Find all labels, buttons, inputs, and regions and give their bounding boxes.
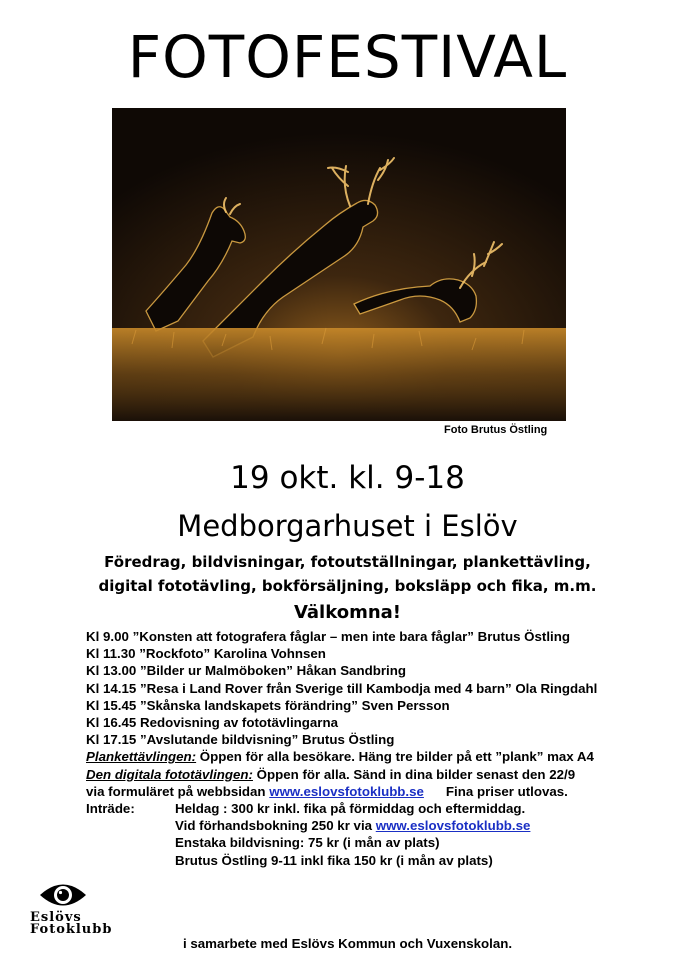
welcome-heading: Välkomna! (293, 602, 402, 623)
club-logo-line-2: Fotoklubb (30, 922, 113, 937)
program-section (86, 628, 686, 869)
admission-single-show: Enstaka bildvisning: 75 kr (i mån av plats) (175, 835, 440, 851)
footer-text: i samarbete med Eslövs Kommun och Vuxenskolan. (182, 936, 513, 951)
program-item: Kl 11.30 ”Rockfoto” Karolina Vohnsen (86, 646, 326, 662)
deer-photo (112, 108, 566, 421)
program-item: Kl 14.15 ”Resa i Land Rover från Sverige till Kambodja med 4 barn” Ola Ringdahl (86, 680, 598, 696)
plank-competition-label: Plankettävlingen: (86, 749, 197, 765)
admission-prebook (86, 817, 686, 834)
admission-brutus: Brutus Östling 9-11 inkl fika 150 kr (i mån av plats) (175, 852, 493, 868)
digital-competition-label: Den digitala fototävlingen: (86, 766, 253, 782)
program-item: Kl 15.45 ”Skånska landskapets förändring” Sven Persson (86, 697, 450, 713)
digital-competition-line-2 (86, 783, 686, 800)
admission-prebook-text: Vid förhandsbokning 250 kr via (175, 818, 376, 834)
poster-title: FOTOFESTIVAL (127, 23, 568, 91)
digital-competition-prefix: via formuläret på webbsidan (86, 783, 270, 799)
activities-line-1: Föredrag, bildvisningar, fotoutställningar, plankettävling, (104, 553, 591, 571)
program-item: Kl 17.15 ”Avslutande bildvisning” Brutus Östling (86, 732, 395, 748)
digital-competition-text: Öppen för alla. Sänd in dina bilder senast den 22/9 (252, 766, 576, 782)
photo-credit: Foto Brutus Östling (444, 424, 548, 436)
eye-icon (38, 878, 88, 912)
plank-competition-text: Öppen för alla besökare. Häng tre bilder på ett ”plank” max A4 (196, 749, 594, 765)
activities-list (0, 550, 695, 598)
plank-competition (86, 748, 686, 765)
activities-line-2: digital fototävling, bokförsäljning, boksläpp och fika, m.m. (98, 577, 597, 595)
admission-full-day-text: Heldag : 300 kr inkl. fika på förmiddag och eftermiddag. (175, 801, 526, 817)
club-logo-line-1: Eslövs (30, 910, 82, 925)
program-item: Kl 13.00 ”Bilder ur Malmöboken” Håkan Sandbring (86, 663, 406, 679)
admission-full-day (86, 800, 686, 817)
event-venue: Medborgarhuset i Eslöv (177, 509, 518, 543)
website-link[interactable]: www.eslovsfotoklubb.se (269, 783, 424, 799)
prebook-link[interactable]: www.eslovsfotoklubb.se (375, 818, 531, 834)
club-logo (30, 878, 145, 940)
program-item: Kl 16.45 Redovisning av fototävlingarna (86, 715, 338, 731)
program-item: Kl 9.00 ”Konsten att fotografera fåglar – men inte bara fåglar” Brutus Östling (86, 629, 570, 644)
admission-label: Inträde: (86, 801, 135, 817)
digital-competition (86, 766, 686, 783)
prizes-text: Fina priser utlovas. (445, 783, 568, 799)
event-date: 19 okt. kl. 9-18 (230, 460, 465, 496)
